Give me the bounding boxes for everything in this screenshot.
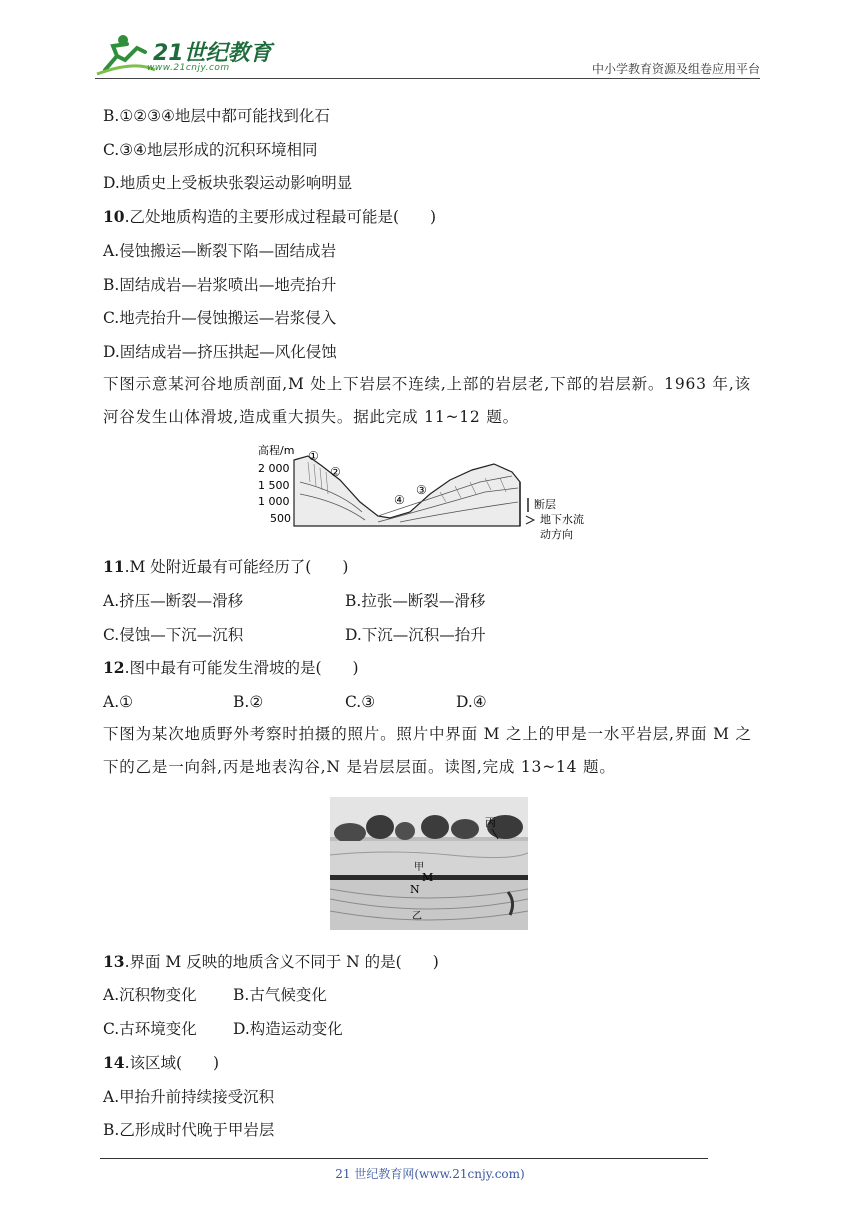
q14-option-b: B.乙形成时代晚于甲岩层 (103, 1121, 275, 1139)
label-bing: 丙 (485, 816, 496, 829)
q12-option-c: C.③ (345, 693, 376, 711)
q13-text: .界面 M 反映的地质含义不同于 N 的是( ) (124, 953, 439, 971)
marker-1: ① (308, 449, 319, 463)
tick-2000: 2 000 (258, 462, 290, 475)
q13-option-d: D.构造运动变化 (233, 1020, 343, 1038)
tick-1000: 1 000 (258, 495, 290, 508)
q10-text: .乙处地质构造的主要形成过程最可能是( ) (124, 208, 437, 226)
q9-option-d: D.地质史上受板块张裂运动影响明显 (103, 174, 353, 192)
y-axis-label: 高程/m (258, 444, 295, 457)
legend-fault: 断层 (534, 498, 556, 511)
q13-number: 13 (103, 952, 125, 971)
q14-number: 14 (103, 1053, 125, 1072)
q13-stem (103, 952, 439, 972)
q10-option-b: B.固结成岩—岩浆喷出—地壳抬升 (103, 276, 337, 294)
q11-option-d: D.下沉—沉积—抬升 (345, 626, 486, 644)
q10-option-c: C.地壳抬升—侵蚀搬运—岩浆侵入 (103, 309, 337, 327)
logo-url: www.21cnjy.com (147, 63, 230, 73)
q13-option-a: A.沉积物变化 (103, 986, 197, 1004)
marker-3: ③ (416, 483, 427, 497)
q11-number: 11 (103, 557, 125, 576)
q11-stem (103, 557, 348, 577)
platform-name: 中小学教育资源及组卷应用平台 (591, 62, 760, 76)
tick-500: 500 (270, 512, 291, 525)
q11-option-b: B.拉张—断裂—滑移 (345, 592, 486, 610)
q12-option-d: D.④ (456, 693, 487, 711)
label-jia: 甲 (414, 862, 424, 873)
footer-link[interactable]: 21 世纪教育网(www.21cnjy.com) (335, 1167, 525, 1181)
q13-option-b: B.古气候变化 (233, 986, 327, 1004)
q14-text: .该区域( ) (124, 1054, 220, 1072)
page-header (95, 30, 760, 82)
q11-text: .M 处附近最有可能经历了( ) (124, 558, 349, 576)
q11-option-a: A.挤压—断裂—滑移 (103, 592, 244, 610)
q14-option-a: A.甲抬升前持续接受沉积 (103, 1088, 275, 1106)
q9-option-c: C.③④地层形成的沉积环境相同 (103, 141, 318, 159)
header-divider (95, 78, 760, 79)
q10-option-d: D.固结成岩—挤压拱起—风化侵蚀 (103, 343, 337, 361)
tick-1500: 1 500 (258, 479, 290, 492)
q12-stem (103, 658, 359, 678)
logo-text: 21世纪教育 (153, 41, 272, 66)
label-yi: 乙 (412, 911, 422, 922)
q10-number: 10 (103, 207, 125, 226)
label-m: M (422, 871, 434, 884)
q12-text: .图中最有可能发生滑坡的是( ) (124, 659, 359, 677)
field-photo-figure (330, 797, 528, 930)
intro-13-14: 下图为某次地质野外考察时拍摄的照片。照片中界面 M 之上的甲是一水平岩层,界面 M 之下的乙是一向斜,丙是地表沟谷,N 是岩层层面。读图,完成 13~14 题。 (103, 725, 752, 776)
marker-2: ② (330, 465, 341, 479)
water-arrow-icon (526, 516, 534, 524)
marker-4: ④ (394, 493, 405, 507)
q12-option-b: B.② (233, 693, 264, 711)
legend-water: 地下水流 (540, 513, 584, 526)
valley-cross-section-figure (250, 442, 610, 544)
q12-number: 12 (103, 658, 125, 677)
intro-11-12: 下图示意某河谷地质剖面,M 处上下岩层不连续,上部的岩层老,下部的岩层新。1963 年,该河谷发生山体滑坡,造成重大损失。据此完成 11~12 题。 (103, 375, 751, 426)
footer-divider (100, 1158, 708, 1159)
q9-option-b: B.①②③④地层中都可能找到化石 (103, 107, 330, 125)
q12-option-a: A.① (103, 693, 134, 711)
label-n: N (410, 883, 420, 896)
q10-stem (103, 207, 436, 227)
legend-water-2: 动方向 (540, 528, 573, 541)
q14-stem (103, 1053, 219, 1073)
q11-option-c: C.侵蚀—下沉—沉积 (103, 626, 244, 644)
q10-option-a: A.侵蚀搬运—断裂下陷—固结成岩 (103, 242, 337, 260)
q13-option-c: C.古环境变化 (103, 1020, 197, 1038)
